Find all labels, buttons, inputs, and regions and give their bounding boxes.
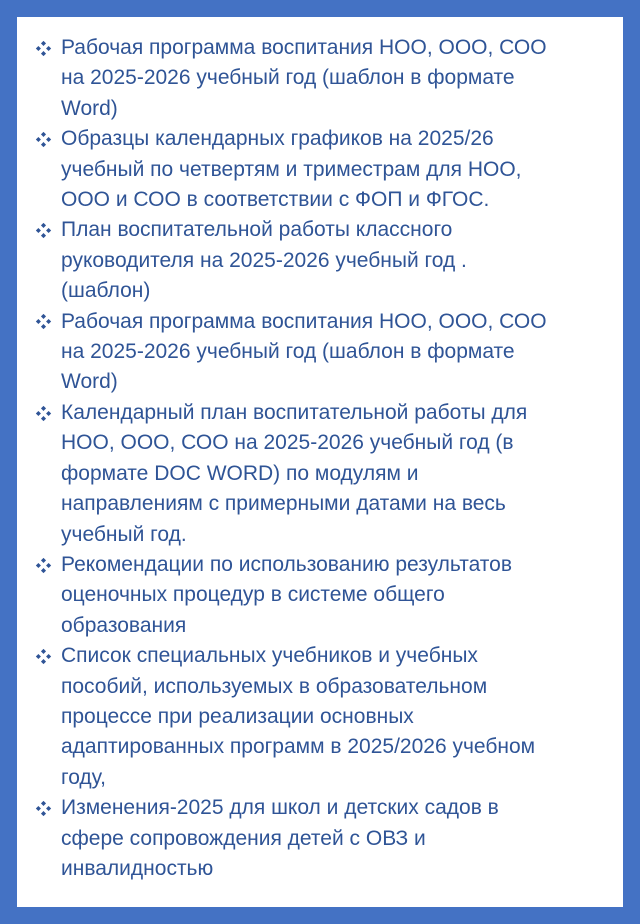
item-text: Образцы календарных графиков на 2025/26 учебный по четвертям и триместрам для НОО, ООО и СОО в соответствии с ФОП и ФГОС. xyxy=(61,127,522,212)
item-text: Изменения-2025 для школ и детских садов в сфере сопровождения детей с ОВЗ и инвалидностью xyxy=(61,796,499,880)
list-item xyxy=(35,124,611,215)
item-text: Рабочая программа воспитания НОО, ООО, СОО на 2025-2026 учебный год (шаблон в формате Word) xyxy=(61,36,547,120)
item-text: Список специальных учебников и учебных пособий, используемых в образовательном процессе при реализации основных адаптированных программ в 2025/2026 учебном году, xyxy=(61,644,536,789)
diamond-bullet-icon xyxy=(35,641,61,671)
diamond-bullet-icon xyxy=(35,33,61,63)
diamond-bullet-icon xyxy=(35,398,61,428)
list-item xyxy=(35,641,611,793)
document-panel xyxy=(17,17,623,907)
list-item xyxy=(35,398,611,550)
list-item xyxy=(35,550,611,641)
list-item xyxy=(35,793,611,884)
item-text: Рабочая программа воспитания НОО, ООО, СОО на 2025-2026 учебный год (шаблон в формате Word) xyxy=(61,309,547,394)
list-item xyxy=(35,307,611,398)
list-item xyxy=(35,33,611,124)
diamond-bullet-icon xyxy=(35,215,61,245)
diamond-bullet-icon xyxy=(35,793,61,823)
item-list xyxy=(35,33,611,884)
item-text: Календарный план воспитательной работы для НОО, ООО, СОО на 2025-2026 учебный год (в формате DOC WORD) по модулям и направлениям с примерными датами на весь учебный год. xyxy=(61,400,528,546)
diamond-bullet-icon xyxy=(35,550,61,580)
diamond-bullet-icon xyxy=(35,124,61,154)
item-text: Рекомендации по использованию результатов оценочных процедур в системе общего образования xyxy=(61,552,513,637)
diamond-bullet-icon xyxy=(35,307,61,337)
list-item xyxy=(35,215,611,306)
item-text: План воспитательной работы классного руководителя на 2025-2026 учебный год . (шаблон) xyxy=(61,218,467,303)
